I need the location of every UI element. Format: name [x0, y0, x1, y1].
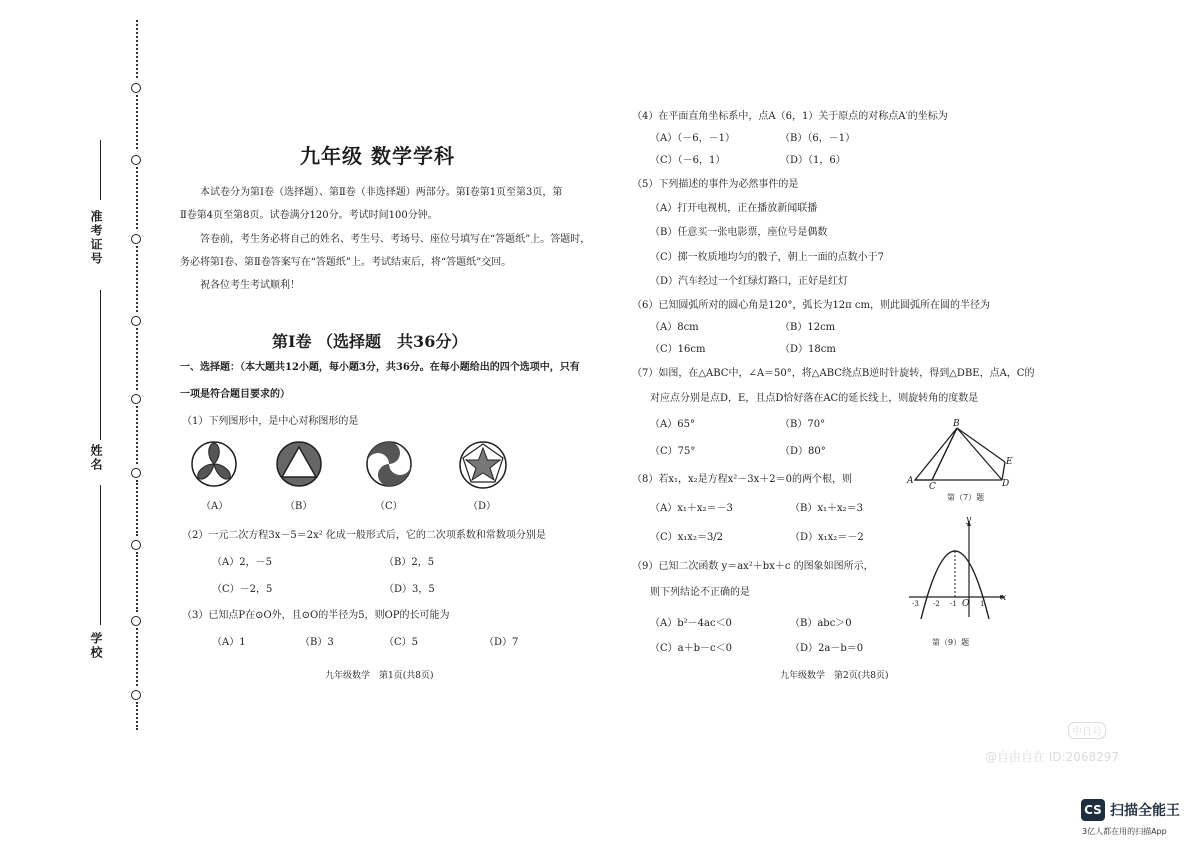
- q2-option-b: （B）2，5: [384, 557, 435, 568]
- q2-option-c: （C）－2，5: [212, 584, 273, 595]
- q4-option-d: （D）（1，6）: [780, 155, 846, 166]
- binding-hole: [131, 394, 141, 404]
- school-label: 学校: [89, 632, 103, 660]
- q6-option-d: （D）18cm: [780, 344, 836, 355]
- page2-footer: 九年级数学 第2页(共8页): [780, 671, 889, 681]
- q2-stem: （2）一元二次方程3x－5＝2x² 化成一般形式后，它的二次项系数和常数项分别是: [182, 530, 546, 541]
- q1-option-d: （D）: [468, 501, 497, 512]
- name-line: [100, 290, 101, 440]
- binding-hole: [131, 316, 141, 326]
- q2-option-d: （D）3，5: [384, 584, 435, 595]
- binding-hole: [131, 468, 141, 478]
- intro-line: 答卷前，考生务必将自己的姓名、考生号、考场号、座位号填写在“答题纸”上。答题时，: [200, 234, 591, 245]
- q7-stem-line: （7）如图，在△ABC中，∠A＝50°，将△ABC绕点B逆时针旋转，得到△DBE，点A，C的: [632, 368, 1035, 379]
- q7-option-a: （A）65°: [650, 419, 695, 430]
- school-line: [100, 485, 101, 625]
- binding-dotted-line: [136, 702, 138, 730]
- exam-number-line: [100, 140, 101, 200]
- q3-option-d: （D）7: [484, 637, 519, 648]
- binding-hole: [131, 616, 141, 626]
- q5-option-d: （D）汽车经过一个红绿灯路口，正好是红灯: [650, 276, 849, 287]
- exam-number-label: 准考证号: [89, 210, 103, 266]
- q9-axis-y: y: [966, 515, 972, 525]
- binding-hole: [131, 155, 141, 165]
- q8-option-c: （C）x₁x₂＝3/2: [650, 532, 724, 543]
- q9-tick: -1: [950, 600, 957, 608]
- q1-option-b: （B）: [285, 501, 313, 512]
- q5-option-c: （C）掷一枚质地均匀的骰子，朝上一面的点数小于7: [650, 252, 885, 263]
- q3-option-c: （C）5: [384, 637, 419, 648]
- binding-dotted-line: [136, 95, 138, 149]
- q9-figure-caption: 第（9）题: [932, 638, 970, 647]
- section-title: 第Ⅰ卷 （选择题 共36分）: [272, 332, 468, 351]
- q5-option-a: （A）打开电视机，正在播放新闻联播: [650, 203, 818, 214]
- intro-line: 务必将第Ⅰ卷、第Ⅱ卷答案写在“答题纸”上。考试结束后，将“答题纸”交回。: [180, 257, 512, 268]
- q8-stem: （8）若x₁，x₂是方程x²－3x＋2＝0的两个根，则: [632, 474, 853, 485]
- q9-option-b: （B）abc＞0: [790, 618, 852, 629]
- q5-stem: （5）下列描述的事件为必然事件的是: [632, 179, 799, 190]
- q9-option-c: （C）a＋b－c＜0: [650, 643, 732, 654]
- q1-figure-a: [190, 440, 238, 488]
- q9-tick: 1: [980, 600, 985, 608]
- q8-option-d: （D）x₁x₂＝－2: [790, 532, 864, 543]
- q3-option-a: （A）1: [212, 637, 246, 648]
- q9-parabola-figure: [905, 515, 1010, 620]
- binding-dotted-line: [136, 628, 138, 686]
- watermark-text: @自由自在 ID:2068297: [985, 750, 1120, 764]
- q8-option-a: （A）x₁＋x₂＝－3: [650, 503, 733, 514]
- q7-point-d: D: [1002, 479, 1010, 489]
- q3-stem: （3）已知点P在⊙O外，且⊙O的半径为5，则OP的长可能为: [182, 610, 450, 621]
- q4-stem: （4）在平面直角坐标系中，点A（6，1）关于原点的对称点A′的坐标为: [632, 111, 948, 122]
- q9-stem-line: （9）已知二次函数 y＝ax²＋bx＋c 的图象如图所示，: [632, 561, 874, 572]
- q9-option-d: （D）2a－b＝0: [790, 643, 864, 654]
- q2-option-a: （A）2，－5: [212, 557, 272, 568]
- binding-dotted-line: [136, 328, 138, 390]
- q4-option-a: （A）（－6，－1）: [650, 133, 735, 144]
- q9-axis-x: x: [1001, 593, 1007, 603]
- q7-point-a: A: [907, 476, 914, 486]
- q1-option-c: （C）: [375, 501, 403, 512]
- q1-stem: （1）下列图形中，是中心对称图形的是: [182, 416, 359, 427]
- exam-title: 九年级 数学学科: [300, 144, 455, 168]
- q9-option-a: （A）b²－4ac＜0: [650, 618, 732, 629]
- binding-dotted-line: [136, 246, 138, 312]
- binding-dotted-line: [136, 552, 138, 612]
- app-slogan: 3亿人都在用的扫描App: [1082, 827, 1167, 836]
- instructions-line: 一项是符合题目要求的）: [180, 389, 290, 400]
- q6-option-b: （B）12cm: [780, 322, 836, 333]
- binding-dotted-line: [136, 20, 138, 78]
- intro-line: Ⅱ卷第4页至第8页。试卷满分120分。考试时间100分钟。: [180, 210, 438, 221]
- binding-hole: [131, 690, 141, 700]
- binding-hole: [131, 540, 141, 550]
- q7-figure-caption: 第（7）题: [947, 493, 985, 502]
- q7-option-c: （C）75°: [650, 446, 696, 457]
- page1-footer: 九年级数学 第1页(共8页): [325, 671, 434, 681]
- q1-figure-c: [365, 440, 413, 488]
- q7-point-b: B: [953, 419, 960, 429]
- q1-figure-b: [275, 440, 323, 488]
- q7-point-c: C: [929, 482, 936, 492]
- q4-option-b: （B）（6，－1）: [780, 133, 856, 144]
- instructions-line: 一、选择题：（本大题共12小题，每小题3分，共36分。在每小题给出的四个选项中，只有: [180, 362, 580, 373]
- binding-hole: [131, 83, 141, 93]
- intro-line: 祝各位考生考试顺利！: [200, 280, 300, 291]
- q5-option-b: （B）任意买一张电影票，座位号是偶数: [650, 227, 828, 238]
- q1-option-a: （A）: [201, 501, 229, 512]
- q9-tick: -2: [933, 600, 940, 608]
- q7-option-d: （D）80°: [780, 446, 826, 457]
- q8-option-b: （B）x₁＋x₂＝3: [790, 503, 864, 514]
- binding-dotted-line: [136, 167, 138, 229]
- watermark-mark: 中日号: [1068, 722, 1106, 739]
- q7-stem-line: 对应点分别是点D，E，且点D恰好落在AC的延长线上，则旋转角的度数是: [650, 393, 979, 404]
- intro-line: 本试卷分为第Ⅰ卷（选择题）、第Ⅱ卷（非选择题）两部分。第Ⅰ卷第1页至第3页，第: [200, 187, 563, 198]
- q7-point-e: E: [1006, 457, 1013, 467]
- binding-hole: [131, 234, 141, 244]
- q6-option-c: （C）16cm: [650, 344, 706, 355]
- q6-stem: （6）已知圆弧所对的圆心角是120°，弧长为12π cm，则此圆弧所在圆的半径为: [632, 300, 991, 311]
- camscanner-logo-icon: CS: [1081, 799, 1105, 821]
- q3-option-b: （B）3: [300, 637, 334, 648]
- name-label: 姓名: [89, 444, 103, 472]
- q4-option-c: （C）（－6，1）: [650, 155, 726, 166]
- q9-origin: O: [962, 599, 970, 609]
- q9-tick: -3: [912, 600, 919, 608]
- q7-option-b: （B）70°: [780, 419, 826, 430]
- binding-dotted-line: [136, 480, 138, 536]
- q1-figure-d: [458, 440, 508, 490]
- binding-dotted-line: [136, 406, 138, 464]
- app-name: 扫描全能王: [1110, 803, 1180, 819]
- q9-stem-line: 则下列结论不正确的是: [650, 587, 750, 598]
- q6-option-a: （A）8cm: [650, 322, 699, 333]
